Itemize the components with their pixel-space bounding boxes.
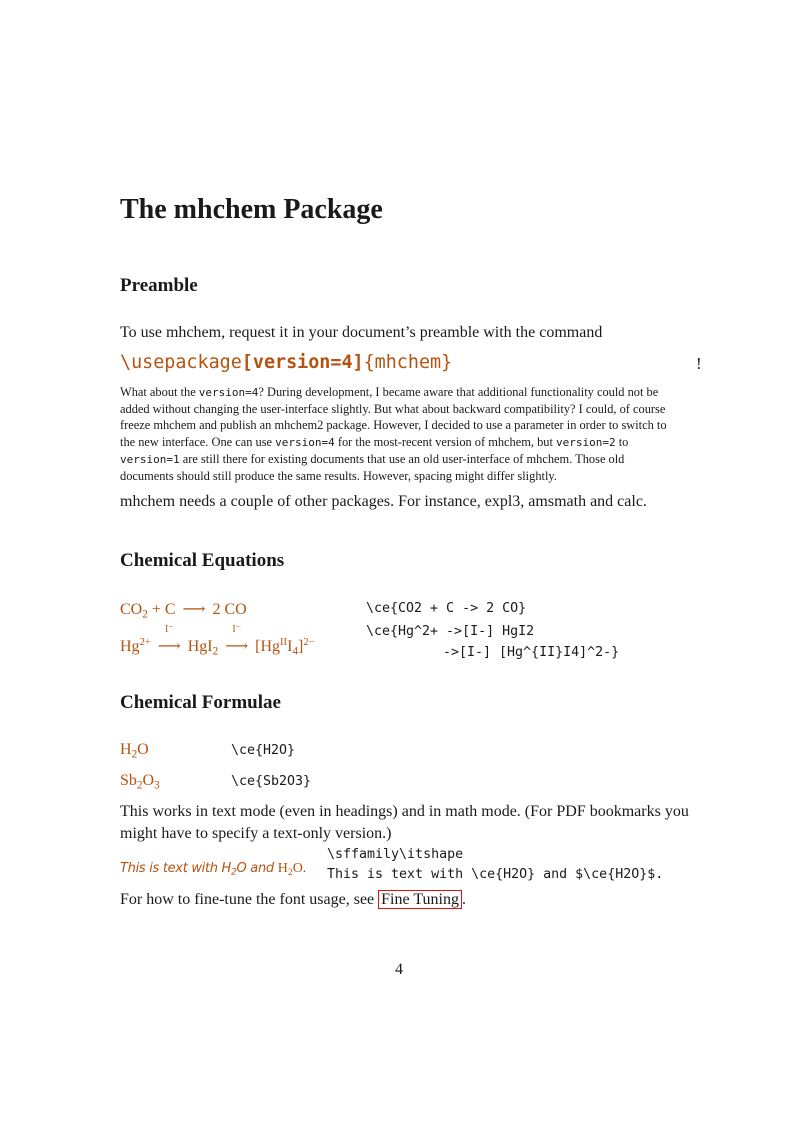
formula-sb2o3-code: \ce{Sb2O3} [231,774,312,789]
equation-2-rendered: $Hg^{2+}$ ⟶ I⁻ HgI$_2$ ⟶ I⁻ $[Hg^{II}I_4]^{2-}$ [120,624,315,658]
note-code-3: version=2 [556,435,616,449]
sffamily-sample-rendered: This is text with $H_2O$ and $H_2O$. [120,861,307,878]
equation-1-code: \ce{CO2 + C -> 2 CO} [366,601,527,616]
formula-sb2o3-rendered: $Sb_2O_3$ [120,772,160,792]
fine-tune-suffix: . [461,891,466,908]
usepackage-cmd: \usepackage [120,352,242,373]
note-text-4: to [615,434,629,449]
note-text-3: for the most-recent version of mhchem, but [334,434,557,449]
fine-tune-line [120,891,466,909]
usepackage-arg: {mhchem} [363,352,453,373]
text-mode-paragraph: This works in text mode (even in headings) and in math mode. (For PDF bookmarks you might have to specify a text-only version.) [120,803,689,842]
fine-tuning-link[interactable]: Fine Tuning [378,890,462,909]
formula-h2o-code: \ce{H2O} [231,743,296,758]
equation-1-rendered: $CO_2 + C$ ⟶ 2 CO [120,601,247,621]
formula-h2o-rendered: $H_2O$ [120,741,149,761]
note-text-1: What about the [120,385,199,399]
page-title: The mhchem Package [120,194,383,225]
sf-sample-prefix: This is text with [120,861,222,876]
sf-sample-h2o: $H_2O$ [221,861,247,878]
fine-tune-prefix: For how to fine-tune the font usage, see [120,891,379,908]
section-heading-formulae: Chemical Formulae [120,692,281,713]
note-code-1: version=4 [198,386,259,399]
sffamily-code-line2: This is text with \ce{H2O} and $\ce{H2O}$. [327,867,664,882]
page-number: 4 [395,961,403,978]
version-note [120,384,680,484]
arrow-label-2: I⁻ [232,624,241,635]
note-text-5: are still there for existing documents that use an old user-interface of mhchem. Those old documents should still produce the same results. However, spacing might differ slightly. [120,451,625,484]
preamble-intro: To use mhchem, request it in your document’s preamble with the command [120,324,603,341]
note-code-4: version=1 [120,452,180,466]
margin-warning-mark: ! [696,354,702,373]
sf-sample-mid: and [246,861,278,876]
section-heading-preamble: Preamble [120,275,198,296]
sffamily-code-line1: \sffamily\itshape [327,847,464,862]
packages-line: mhchem needs a couple of other packages. For instance, expl3, amsmath and calc. [120,493,647,510]
usepackage-option: [version=4] [241,352,364,373]
section-heading-equations: Chemical Equations [120,550,285,571]
sf-sample-math-h2o: $H_2O$ [277,861,303,878]
note-text-2: ? During development, I became aware that additional functionality could not be added without changing the user-interface slightly. But what about backward compatibility? I could, of course freeze mhchem and publish an mhchem2 package. However, I decided to use a parameter in order to switch to the new interface. One can use [120,385,667,449]
note-code-2: version=4 [275,435,335,449]
equation-2-code-line1: \ce{Hg^2+ ->[I-] HgI2 [366,624,535,639]
arrow-label-1: I⁻ [164,624,174,635]
usepackage-command [120,352,452,373]
equation-2-code-line2: ->[I-] [Hg^{II}I4]^2-} [443,645,620,660]
